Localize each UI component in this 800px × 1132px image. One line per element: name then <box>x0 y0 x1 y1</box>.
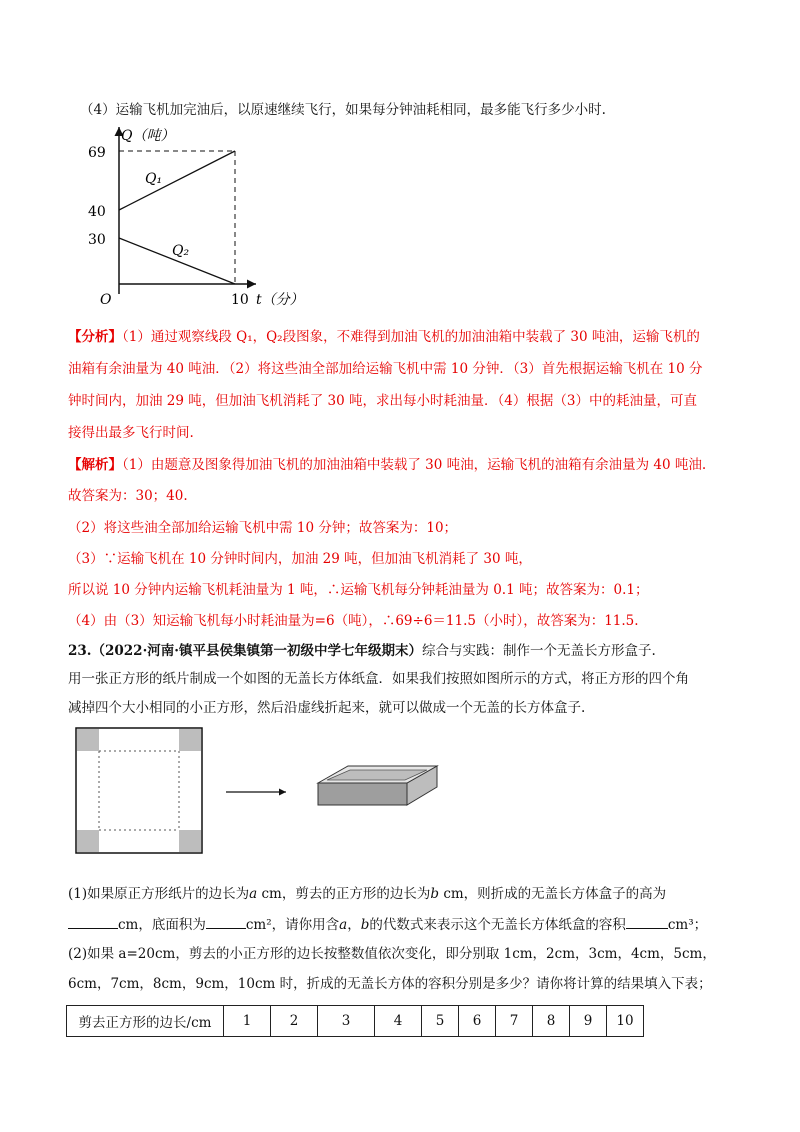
analysis-line-1: 【分析】（1）通过观察线段 Q₁，Q₂段图象，不难得到加油飞机的加油油箱中装载了 30 吨油，运输飞机的 <box>68 329 700 345</box>
question-source: （2022·河南·镇平县侯集镇第一初级中学七年级期末） <box>91 643 422 659</box>
corner-top-right <box>179 729 201 751</box>
solution-line-5: 所以说 10 分钟内运输飞机耗油量为 1 吨，∴运输飞机每分钟耗油量为 0.1 吨；故答案为：0.1； <box>68 582 649 598</box>
question-23-heading <box>68 641 656 661</box>
table-cell: 2 <box>271 1006 318 1037</box>
base-area-blank[interactable] <box>206 914 246 929</box>
series-q1-label: Q₁ <box>145 171 163 187</box>
open-box <box>318 766 437 805</box>
solution-tag: 【解析】 <box>68 457 122 473</box>
series-q2-label: Q₂ <box>172 243 190 259</box>
table-cell: 8 <box>533 1006 570 1037</box>
table-cell: 1 <box>224 1006 271 1037</box>
y-tick-30: 30 <box>88 232 106 248</box>
table-cell: 6 <box>459 1006 496 1037</box>
table-cell: 9 <box>570 1006 607 1037</box>
corner-bottom-right <box>179 830 201 852</box>
table-cell: 4 <box>375 1006 422 1037</box>
fuel-graph <box>0 0 800 320</box>
part-2-line-2: 6cm，7cm，8cm，9cm，10cm 时，折成的无盖长方体的容积分别是多少？请你将计算的结果填入下表； <box>68 976 712 992</box>
volume-blank[interactable] <box>626 914 668 929</box>
solution-line-2: 故答案为：30；40. <box>68 488 188 504</box>
question-23-intro-2: 减掉四个大小相同的小正方形，然后沿虚线折起来，就可以做成一个无盖的长方体盒子. <box>68 700 586 716</box>
analysis-line-2: 油箱有余油量为 40 吨油．（2）将这些油全部加给运输飞机中需 10 分钟．（3）首先根据运输飞机在 10 分 <box>68 361 703 377</box>
analysis-line-3: 钟时间内，加油 29 吨，但加油飞机消耗了 30 吨，求出每小时耗油量．（4）根据（3）中的耗油量，可直 <box>68 393 697 409</box>
question-23-intro-1: 用一张正方形的纸片制成一个如图的无盖长方体纸盒．如果我们按照如图所示的方式，将正方形的四个角 <box>68 671 689 687</box>
solution-line-3: （2）将这些油全部加给运输飞机中需 10 分钟；故答案为：10； <box>68 520 458 536</box>
x-axis-label: t（分） <box>256 292 304 308</box>
part-2-line-1: (2)如果 a=20cm，剪去的小正方形的边长按整数值依次变化，即分别取 1cm，2cm，3cm，4cm，5cm， <box>68 946 716 962</box>
table-cell: 5 <box>422 1006 459 1037</box>
x-tick-10: 10 <box>231 292 249 308</box>
question-number: 23. <box>68 643 92 659</box>
table-cell: 7 <box>496 1006 533 1037</box>
solution-line-1: 【解析】（1）由题意及图象得加油飞机的加油油箱中装载了 30 吨油，运输飞机的油箱有余油量为 40 吨油. <box>68 457 707 473</box>
solution-line-6: （4）由（3）知运输飞机每小时耗油量为=6（吨），∴69÷6＝11.5（小时），故答案为：11.5. <box>68 613 639 629</box>
y-tick-69: 69 <box>88 145 106 161</box>
table-cell: 10 <box>607 1006 644 1037</box>
table-row <box>67 1006 644 1037</box>
y-axis-label: Q（吨） <box>121 128 175 144</box>
y-tick-40: 40 <box>88 204 106 220</box>
table-cell: 3 <box>318 1006 375 1037</box>
series-q1-line <box>119 151 235 210</box>
part-1-line-2: cm，底面积为 cm²，请你用含a，b的代数式来表示这个无盖长方体纸盒的容积 cm³； <box>68 914 707 935</box>
origin-label: O <box>100 292 112 308</box>
height-blank[interactable] <box>68 914 118 929</box>
corner-top-left <box>77 729 99 751</box>
solution-line-4: （3）∵运输飞机在 10 分钟时间内，加油 29 吨，但加油飞机消耗了 30 吨， <box>68 551 532 567</box>
corner-bottom-left <box>77 830 99 852</box>
question-title: 综合与实践：制作一个无盖长方形盒子. <box>421 643 656 659</box>
analysis-line-4: 接得出最多飞行时间. <box>68 425 194 441</box>
analysis-tag: 【分析】 <box>68 329 122 345</box>
volume-table <box>66 1005 644 1037</box>
table-header-cell: 剪去正方形的边长/cm <box>67 1006 224 1037</box>
box-diagram <box>0 720 800 860</box>
question-4-text: （4）运输飞机加完油后，以原速继续飞行，如果每分钟油耗相同，最多能飞行多少小时. <box>80 102 606 118</box>
part-1-line-1: (1)如果原正方形纸片的边长为a cm，剪去的正方形的边长为b cm，则折成的无盖长方体盒子的高为 <box>68 886 667 902</box>
